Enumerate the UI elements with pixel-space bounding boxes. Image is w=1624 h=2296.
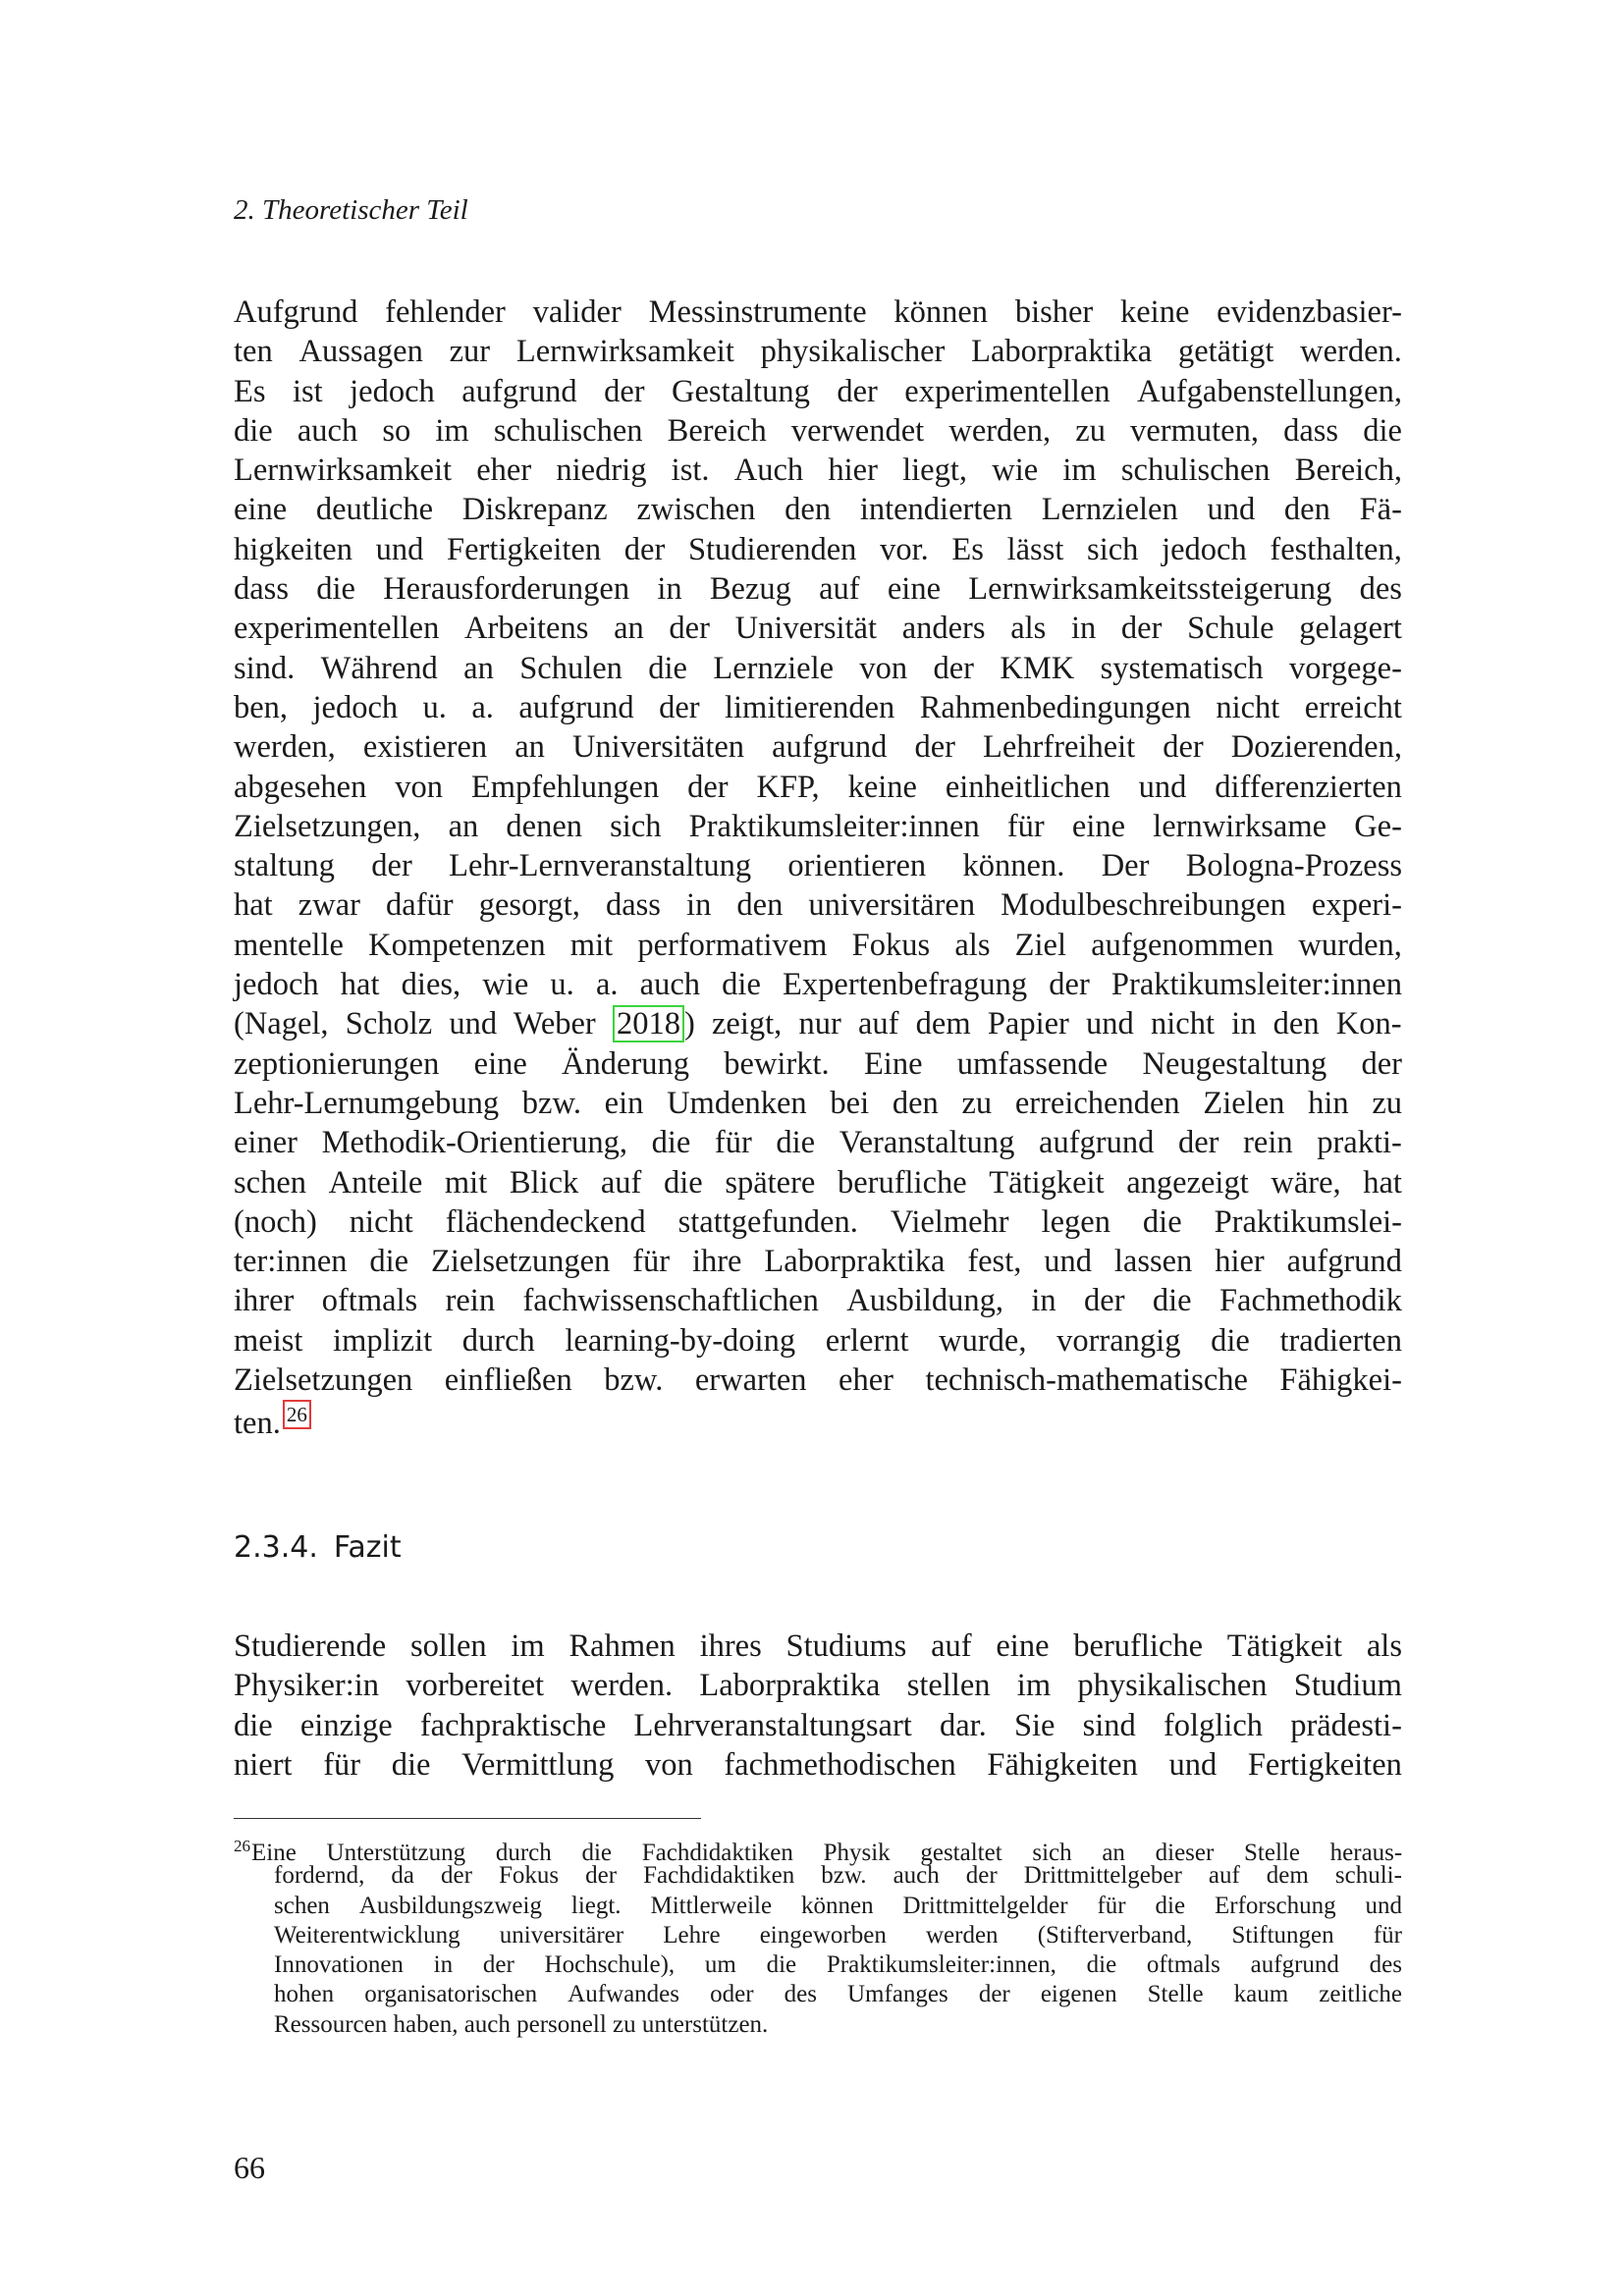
text-line: niert für die Vermittlung von fachmethodischen Fähigkeiten und Fertigkeiten [234,1746,1402,1783]
text-line: Lehr-Lernumgebung bzw. ein Umdenken bei den zu erreichenden Zielen hin zu [234,1085,1402,1121]
text-line-last: ten. 26 [234,1400,1402,1439]
text-line: meist implizit durch learning-by-doing erlernt wurde, vorrangig die tradierten [234,1322,1402,1359]
text-line: ten Aussagen zur Lernwirksamkeit physikalischer Laborpraktika getätigt werden. [234,334,1402,370]
text-line: ihrer oftmals rein fachwissenschaftlichen Ausbildung, in der die Fachmethodik [234,1283,1402,1319]
text-line: einer Methodik-Orientierung, die für die Veranstaltung aufgrund der rein prakti- [234,1125,1402,1161]
text-line: die auch so im schulischen Bereich verwendet werden, zu vermuten, dass die [234,412,1402,449]
text-line: mentelle Kompetenzen mit performativem Fokus als Ziel aufgenommen wurden, [234,927,1402,963]
footnote-line: Weiterentwicklung universitärer Lehre eingeworben werden (Stifterverband, Stiftungen für [274,1921,1402,1949]
section-title: Fazit [333,1530,402,1565]
text-line: jedoch hat dies, wie u. a. auch die Expertenbefragung der Praktikumsleiter:innen [234,967,1402,1003]
footnote-divider [234,1818,701,1819]
text-line: Lernwirksamkeit eher niedrig ist. Auch hier liegt, wie im schulischen Bereich, [234,453,1402,489]
text-line: eine deutliche Diskrepanz zwischen den intendierten Lernzielen und den Fä- [234,492,1402,528]
section-number: 2.3.4. [234,1530,318,1565]
footnote-line: Innovationen in der Hochschule), um die Praktikumsleiter:innen, die oftmals aufgrund des [274,1951,1402,1979]
footnote-line: schen Ausbildungszweig liegt. Mittlerweile können Drittmittelgelder für die Erforschung und [274,1892,1402,1919]
text-line: Es ist jedoch aufgrund der Gestaltung der experimentellen Aufgabenstellungen, [234,373,1402,409]
citation-link-2018[interactable]: 2018 [613,1005,684,1042]
text-line: Physiker:in vorbereitet werden. Laborpraktika stellen im physikalischen Studium [234,1668,1402,1704]
text-line: (noch) nicht flächendeckend stattgefunden. Vielmehr legen die Praktikumslei- [234,1203,1402,1240]
footnote-mark: 26 [234,1837,250,1855]
text-line: Studierende sollen im Rahmen ihres Studiums auf eine berufliche Tätigkeit als [234,1629,1402,1664]
footnote-line-last: Ressourcen haben, auch personell zu unterstützen. [274,2010,769,2038]
footnote-line: fordernd, da der Fokus der Fachdidaktiken bzw. auch der Drittmittelgeber auf dem schuli- [274,1862,1402,1890]
page-number: 66 [234,2150,265,2185]
text-line: hat zwar dafür gesorgt, dass in den universitären Modulbeschreibungen experi- [234,887,1402,924]
text-line: zeptionierungen eine Änderung bewirkt. Eine umfassende Neugestaltung der [234,1045,1402,1082]
text-line: werden, existieren an Universitäten aufgrund der Lehrfreiheit der Dozierenden, [234,729,1402,766]
text-line: staltung der Lehr-Lernveranstaltung orientieren können. Der Bologna-Prozess [234,848,1402,884]
footnote-line: hohen organisatorischen Aufwandes oder des Umfanges der eigenen Stelle kaum zeitliche [274,1981,1402,2008]
text-line: higkeiten und Fertigkeiten der Studierenden vor. Es lässt sich jedoch festhalten, [234,531,1402,567]
running-head: 2. Theoretischer Teil [234,194,468,226]
footnote-ref-link[interactable]: 26 [283,1400,311,1429]
text-line: sind. Während an Schulen die Lernziele von der KMK systematisch vorgege- [234,650,1402,686]
body-paragraph-2 [234,1627,1402,1785]
text-line: Zielsetzungen, an denen sich Praktikumsleiter:innen für eine lernwirksame Ge- [234,808,1402,844]
text-line: schen Anteile mit Blick auf die spätere berufliche Tätigkeit angezeigt wäre, hat [234,1164,1402,1201]
footnote-26 [234,1832,1402,2040]
text-line: die einzige fachpraktische Lehrveranstaltungsart dar. Sie sind folglich prädesti- [234,1707,1402,1743]
footnote-line: $^{26}$Eine Unterstützung durch die Fachdidaktiken Physik gestaltet sich an dieser Stelle heraus- [234,1837,1403,1866]
text-line: abgesehen von Empfehlungen der KFP, keine einheitlichen und differenzierten [234,769,1402,805]
text-line: ter:innen die Zielsetzungen für ihre Laborpraktika fest, und lassen hier aufgrund [234,1244,1402,1280]
text-line: ben, jedoch u. a. aufgrund der limitierenden Rahmenbedingungen nicht erreicht [234,689,1402,725]
text-line: dass die Herausforderungen in Bezug auf eine Lernwirksamkeitssteigerung des [234,571,1402,608]
body-paragraph-1 [234,293,1402,1440]
text-line: Zielsetzungen einfließen bzw. erwarten eher technisch-mathematische Fähigkei- [234,1362,1402,1399]
text-line-citation: (Nagel, Scholz und Weber 2018 ) zeigt, nur auf dem Papier und nicht in den Kon- [234,1006,1402,1042]
text-line: Aufgrund fehlender valider Messinstrumente können bisher keine evidenzbasier- [234,294,1402,330]
section-heading [234,1529,402,1567]
text-line: experimentellen Arbeitens an der Universität anders als in der Schule gelagert [234,611,1402,647]
